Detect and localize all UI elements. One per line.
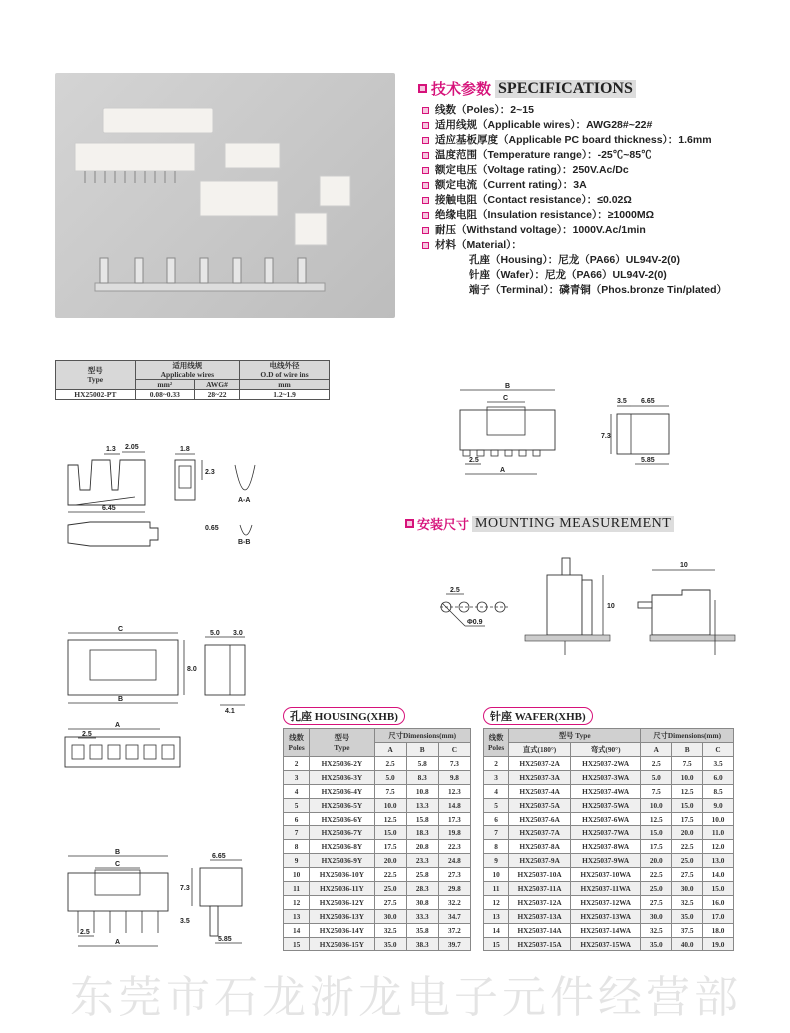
table-cell: 38.3 (406, 937, 438, 951)
right-angle-type-header: 弯式(90°) (571, 743, 641, 757)
bullet-square-icon (422, 152, 429, 159)
table-cell: 12.5 (374, 812, 406, 826)
dimension-label: C (115, 861, 121, 868)
table-cell: 28.3 (406, 882, 438, 896)
table-cell: 10.0 (374, 798, 406, 812)
table-cell: HX25037-8A (509, 840, 571, 854)
dimension-label: A (115, 722, 121, 729)
mm-header: mm (240, 380, 330, 390)
table-cell: 17.5 (641, 840, 672, 854)
table-row (484, 923, 734, 937)
table-row (484, 909, 734, 923)
spec-item: 绝缘电阻（Insulation resistance）：≥1000MΩ (422, 208, 727, 223)
spec-item: 接触电阻（Contact resistance）：≤0.02Ω (422, 193, 727, 208)
dimension-label: B (505, 383, 511, 390)
table-cell: 27.5 (672, 868, 703, 882)
material-item: 端子（Terminal）：磷青铜（Phos.bronze Tin/plated） (469, 284, 728, 296)
table-cell: 32.5 (374, 923, 406, 937)
table-cell: 17.3 (438, 812, 470, 826)
table-cell: 5.0 (641, 770, 672, 784)
table-cell: 8.3 (406, 770, 438, 784)
table-cell: 20.0 (374, 854, 406, 868)
table-cell: 24.8 (438, 854, 470, 868)
table-cell: HX25037-12A (509, 895, 571, 909)
table-cell: 8 (484, 840, 509, 854)
table-cell: 10.0 (672, 770, 703, 784)
table-cell: 39.7 (438, 937, 470, 951)
table-cell: 7.5 (641, 784, 672, 798)
dimension-label: 2.3 (205, 469, 215, 476)
table-cell: 11.0 (703, 826, 734, 840)
type-header: 型号 Type (56, 361, 136, 390)
table-cell: 37.5 (672, 923, 703, 937)
table-row (284, 840, 471, 854)
table-cell: HX25036-8Y (310, 840, 374, 854)
table-row (484, 770, 734, 784)
table-cell: 18.3 (406, 826, 438, 840)
spec-item: 适用线规（Applicable wires）：AWG28#~22# (422, 118, 727, 133)
dimension-label: 5.85 (218, 936, 232, 943)
table-cell: 35.0 (374, 937, 406, 951)
table-cell: 15.0 (672, 798, 703, 812)
table-row (284, 937, 471, 951)
table-cell: 19.0 (703, 937, 734, 951)
table-cell: 6 (484, 812, 509, 826)
table-cell: HX25037-9WA (571, 854, 641, 868)
table-cell: 17.0 (703, 909, 734, 923)
table-cell: 25.8 (406, 868, 438, 882)
table-cell: 2.5 (374, 757, 406, 771)
spec-item: 材料（Material）： (422, 238, 727, 253)
table-cell: HX25037-15WA (571, 937, 641, 951)
dimension-label: 5.85 (641, 457, 655, 464)
table-cell: 32.5 (641, 923, 672, 937)
table-cell: 35.0 (641, 937, 672, 951)
dimension-label: 3.5 (180, 918, 190, 925)
table-cell: 27.3 (438, 868, 470, 882)
table-cell: 15.0 (703, 882, 734, 896)
table-row (284, 812, 471, 826)
table-cell: 13.0 (703, 854, 734, 868)
table-cell: 27.5 (641, 895, 672, 909)
table-cell: HX25037-6WA (571, 812, 641, 826)
table-cell: 1.2~1.9 (240, 390, 330, 400)
table-cell: 15.0 (374, 826, 406, 840)
housing-table (283, 728, 471, 951)
table-row (284, 923, 471, 937)
dimension-label: C (503, 395, 509, 402)
dimension-label: A (500, 467, 506, 474)
table-cell: 25.0 (641, 882, 672, 896)
table-cell: 7.5 (672, 757, 703, 771)
table-cell: 30.0 (374, 909, 406, 923)
table-cell: 9 (484, 854, 509, 868)
housing-table-label: 孔座 HOUSING(XHB) (283, 707, 405, 725)
table-cell: HX25037-10A (509, 868, 571, 882)
table-cell: 29.8 (438, 882, 470, 896)
table-cell: 25.0 (672, 854, 703, 868)
table-cell: 20.0 (641, 854, 672, 868)
table-row (484, 757, 734, 771)
table-row (284, 895, 471, 909)
table-cell: 5.8 (406, 757, 438, 771)
table-cell: 6 (284, 812, 310, 826)
table-cell: 7.5 (374, 784, 406, 798)
dimension-label: 1.8 (180, 446, 190, 453)
table-cell: 9 (284, 854, 310, 868)
table-cell: 30.8 (406, 895, 438, 909)
table-cell: 6.0 (703, 770, 734, 784)
dim-a-header: A (641, 743, 672, 757)
table-cell: 5.0 (374, 770, 406, 784)
mounting-title-cn: 安装尺寸 (417, 517, 470, 532)
table-row (56, 390, 330, 400)
material-item: 孔座（Housing）：尼龙（PA66）UL94V-2(0) (469, 254, 680, 266)
product-photo (55, 73, 395, 318)
table-cell: HX25037-10WA (571, 868, 641, 882)
table-cell: HX25036-9Y (310, 854, 374, 868)
table-cell: HX25037-11A (509, 882, 571, 896)
table-cell: HX25037-9A (509, 854, 571, 868)
bullet-square-icon (422, 242, 429, 249)
table-row (484, 882, 734, 896)
table-cell: 28~22 (194, 390, 239, 400)
dimension-label: 10 (680, 562, 688, 569)
table-cell: 10 (284, 868, 310, 882)
wafer-table-label: 针座 WAFER(XHB) (483, 707, 593, 725)
table-cell: 8.5 (703, 784, 734, 798)
specifications-title-cn: 技术参数 (431, 81, 492, 98)
table-cell: HX25036-12Y (310, 895, 374, 909)
table-cell: 14 (284, 923, 310, 937)
table-cell: 25.0 (374, 882, 406, 896)
bullet-square-icon (422, 122, 429, 129)
table-cell: 5 (484, 798, 509, 812)
table-cell: 35.0 (672, 909, 703, 923)
table-cell: 10.0 (703, 812, 734, 826)
spec-item: 温度范围（Temperature range）：-25℃~85℃ (422, 148, 727, 163)
wafer-bottom-drawing (60, 848, 275, 953)
table-cell: 2 (284, 757, 310, 771)
section-label: B-B (238, 539, 251, 546)
table-cell: HX25036-6Y (310, 812, 374, 826)
table-cell: 2 (484, 757, 509, 771)
bullet-square-icon (422, 212, 429, 219)
table-row (284, 757, 471, 771)
terminal-table (55, 360, 330, 400)
dimension-label: 7.3 (601, 433, 611, 440)
spec-item: 耐压（Withstand voltage）：1000V.Ac/1min (422, 223, 727, 238)
table-cell: 18.0 (703, 923, 734, 937)
table-cell: HX25036-10Y (310, 868, 374, 882)
table-cell: 15.0 (641, 826, 672, 840)
table-cell: 16.0 (703, 895, 734, 909)
wafer-dimension-drawing (445, 382, 715, 478)
table-row (284, 909, 471, 923)
poles-header: 线数 Poles (284, 729, 310, 757)
bullet-square-icon (405, 519, 414, 528)
straight-type-header: 直式(180°) (509, 743, 571, 757)
table-cell: HX25037-13A (509, 909, 571, 923)
table-cell: HX25036-7Y (310, 826, 374, 840)
table-cell: 22.5 (641, 868, 672, 882)
table-row (484, 840, 734, 854)
dimension-label: 1.3 (106, 446, 116, 453)
table-cell: 9.8 (438, 770, 470, 784)
connector-photo-illustration (55, 73, 395, 318)
dimension-label: 2.5 (80, 929, 90, 936)
table-cell: HX25037-15A (509, 937, 571, 951)
table-cell: 13.3 (406, 798, 438, 812)
type-header: 型号 Type (310, 729, 374, 757)
mounting-drawing (420, 550, 750, 660)
dimension-label: 10 (607, 603, 615, 610)
table-cell: 4 (284, 784, 310, 798)
wafer-table (483, 728, 734, 951)
dimension-label: 2.5 (450, 587, 460, 594)
mounting-title-en: MOUNTING MEASUREMENT (472, 516, 674, 532)
table-cell: 12 (284, 895, 310, 909)
table-cell: 27.5 (374, 895, 406, 909)
dimension-label: 3.0 (233, 630, 243, 637)
table-row (284, 798, 471, 812)
table-row (284, 770, 471, 784)
dimension-label: Φ0.9 (467, 619, 483, 626)
awg-header: AWG# (194, 380, 239, 390)
table-cell: 20.0 (672, 826, 703, 840)
dimension-label: 6.45 (102, 505, 116, 512)
table-cell: HX25036-15Y (310, 937, 374, 951)
table-cell: 22.5 (374, 868, 406, 882)
table-cell: HX25037-8WA (571, 840, 641, 854)
table-row (284, 826, 471, 840)
table-cell: HX25002-PT (56, 390, 136, 400)
bullet-square-icon (422, 107, 429, 114)
table-cell: 34.7 (438, 909, 470, 923)
table-cell: 15 (484, 937, 509, 951)
dimension-label: C (118, 626, 124, 633)
terminal-drawing (60, 440, 280, 550)
table-cell: 22.5 (672, 840, 703, 854)
table-row (484, 854, 734, 868)
table-cell: HX25036-13Y (310, 909, 374, 923)
dimension-label: B (118, 696, 124, 703)
table-cell: 12.5 (672, 784, 703, 798)
material-item: 针座（Wafer）：尼龙（PA66）UL94V-2(0) (469, 269, 667, 281)
table-row (484, 868, 734, 882)
housing-drawing (60, 625, 275, 800)
bullet-square-icon (418, 84, 427, 93)
dimensions-header: 尺寸Dimensions(mm) (641, 729, 734, 743)
table-cell: HX25036-14Y (310, 923, 374, 937)
table-cell: HX25037-12WA (571, 895, 641, 909)
table-cell: HX25037-4WA (571, 784, 641, 798)
dimension-label: 3.5 (617, 398, 627, 405)
table-cell: 15 (284, 937, 310, 951)
table-cell: 0.08~0.33 (135, 390, 194, 400)
table-cell: 17.5 (374, 840, 406, 854)
table-cell: 37.2 (438, 923, 470, 937)
table-cell: HX25037-4A (509, 784, 571, 798)
table-cell: 10.0 (641, 798, 672, 812)
watermark-text: 东莞市石龙浙龙电子元件经营部 (70, 972, 742, 1023)
mm2-header: mm² (135, 380, 194, 390)
table-cell: HX25037-13WA (571, 909, 641, 923)
table-row (284, 854, 471, 868)
od-header: 电线外径 O.D of wire ins (240, 361, 330, 380)
table-cell: 10.8 (406, 784, 438, 798)
table-cell: 23.3 (406, 854, 438, 868)
table-cell: HX25037-3WA (571, 770, 641, 784)
table-cell: 20.8 (406, 840, 438, 854)
dimension-label: 2.05 (125, 444, 139, 451)
dimension-label: B (115, 849, 121, 856)
table-cell: 7 (284, 826, 310, 840)
table-row (284, 882, 471, 896)
section-label: A-A (238, 497, 251, 504)
dim-a-header: A (374, 743, 406, 757)
table-cell: HX25037-2A (509, 757, 571, 771)
dim-c-header: C (438, 743, 470, 757)
table-cell: 14.0 (703, 868, 734, 882)
table-cell: 15.8 (406, 812, 438, 826)
table-cell: 14.8 (438, 798, 470, 812)
spec-item: 适应基板厚度（Applicable PC board thickness）：1.6mm (422, 133, 727, 148)
table-row (484, 784, 734, 798)
table-cell: HX25036-3Y (310, 770, 374, 784)
table-cell: 32.2 (438, 895, 470, 909)
table-row (284, 784, 471, 798)
mounting-heading (405, 514, 674, 533)
bullet-square-icon (422, 182, 429, 189)
dimension-label: 2.5 (469, 457, 479, 464)
table-cell: 13 (484, 909, 509, 923)
table-cell: 10 (484, 868, 509, 882)
table-cell: 32.5 (672, 895, 703, 909)
table-cell: 5 (284, 798, 310, 812)
type-header: 型号 Type (509, 729, 641, 743)
dimension-label: 2.5 (82, 731, 92, 738)
dim-b-header: B (672, 743, 703, 757)
bullet-square-icon (422, 137, 429, 144)
table-cell: HX25037-6A (509, 812, 571, 826)
table-cell: 14 (484, 923, 509, 937)
table-cell: 7 (484, 826, 509, 840)
specifications-list (422, 103, 727, 298)
dimension-label: 5.0 (210, 630, 220, 637)
table-cell: 11 (284, 882, 310, 896)
dimension-label: 8.0 (187, 666, 197, 673)
table-cell: 4 (484, 784, 509, 798)
table-cell: HX25036-4Y (310, 784, 374, 798)
table-row (484, 812, 734, 826)
spec-item: 额定电流（Current rating）：3A (422, 178, 727, 193)
bullet-square-icon (422, 227, 429, 234)
table-row (284, 868, 471, 882)
table-cell: 3 (284, 770, 310, 784)
spec-item: 线数（Poles）：2~15 (422, 103, 727, 118)
table-cell: 12 (484, 895, 509, 909)
bullet-square-icon (422, 197, 429, 204)
table-cell: 30.0 (672, 882, 703, 896)
table-cell: 11 (484, 882, 509, 896)
dimension-label: A (115, 939, 121, 946)
dim-c-header: C (703, 743, 734, 757)
table-cell: HX25036-2Y (310, 757, 374, 771)
poles-header: 线数 Poles (484, 729, 509, 757)
table-cell: HX25036-5Y (310, 798, 374, 812)
dim-b-header: B (406, 743, 438, 757)
specifications-title-en: SPECIFICATIONS (495, 80, 636, 98)
bullet-square-icon (422, 167, 429, 174)
table-cell: 35.8 (406, 923, 438, 937)
dimensions-header: 尺寸Dimensions(mm) (374, 729, 470, 743)
table-cell: HX25037-14A (509, 923, 571, 937)
table-cell: 12.0 (703, 840, 734, 854)
table-cell: HX25036-11Y (310, 882, 374, 896)
table-cell: HX25037-2WA (571, 757, 641, 771)
table-cell: 30.0 (641, 909, 672, 923)
wires-header: 适用线规 Applicable wires (135, 361, 239, 380)
table-cell: 22.3 (438, 840, 470, 854)
table-cell: 33.3 (406, 909, 438, 923)
table-cell: 2.5 (641, 757, 672, 771)
table-cell: 13 (284, 909, 310, 923)
table-cell: 40.0 (672, 937, 703, 951)
spec-item: 额定电压（Voltage rating）：250V.Ac/Dc (422, 163, 727, 178)
specifications-heading (418, 78, 636, 99)
table-cell: 19.8 (438, 826, 470, 840)
table-cell: HX25037-7WA (571, 826, 641, 840)
table-cell: HX25037-5WA (571, 798, 641, 812)
table-row (484, 937, 734, 951)
table-cell: 17.5 (672, 812, 703, 826)
dimension-label: 6.65 (212, 853, 226, 860)
dimension-label: 4.1 (225, 708, 235, 715)
table-cell: HX25037-14WA (571, 923, 641, 937)
table-row (484, 826, 734, 840)
table-cell: 12.5 (641, 812, 672, 826)
table-cell: HX25037-3A (509, 770, 571, 784)
table-cell: 8 (284, 840, 310, 854)
table-cell: HX25037-5A (509, 798, 571, 812)
table-cell: 3 (484, 770, 509, 784)
table-row (484, 895, 734, 909)
table-cell: HX25037-11WA (571, 882, 641, 896)
table-cell: 9.0 (703, 798, 734, 812)
dimension-label: 0.65 (205, 525, 219, 532)
dimension-label: 6.65 (641, 398, 655, 405)
table-cell: 3.5 (703, 757, 734, 771)
table-cell: 7.3 (438, 757, 470, 771)
table-row (484, 798, 734, 812)
table-cell: HX25037-7A (509, 826, 571, 840)
dimension-label: 7.3 (180, 885, 190, 892)
table-cell: 12.3 (438, 784, 470, 798)
